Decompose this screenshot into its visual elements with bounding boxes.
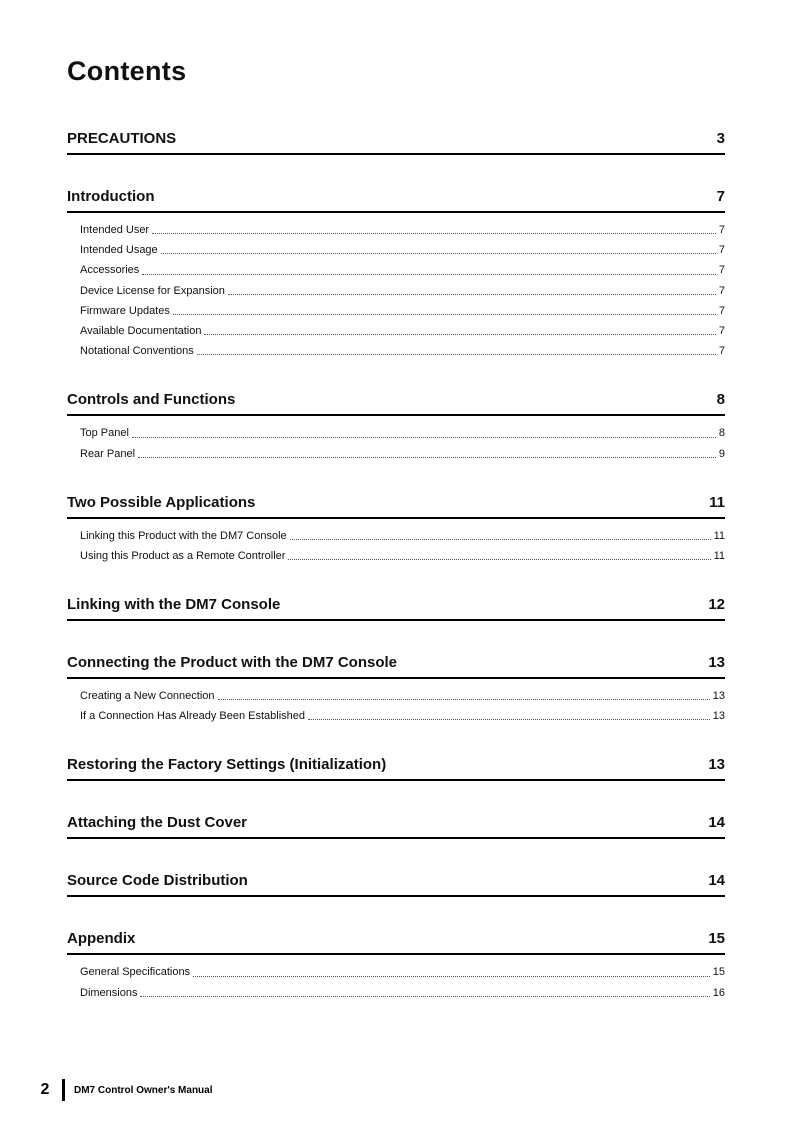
- toc-item-label: Using this Product as a Remote Controller: [80, 549, 286, 562]
- toc-item: [67, 285, 725, 298]
- toc-item-label: Accessories: [80, 264, 140, 277]
- toc-section-heading: [67, 756, 725, 781]
- toc-item-page: 7: [718, 324, 725, 337]
- page-title: Contents: [67, 56, 187, 86]
- dotted-leader: [288, 559, 710, 560]
- toc-item-label: Device License for Expansion: [80, 284, 225, 297]
- toc-section-page: 15: [708, 930, 725, 948]
- dotted-leader: [140, 996, 709, 997]
- toc-item-page: 7: [718, 264, 725, 277]
- toc-item-page: 11: [713, 549, 725, 562]
- toc-item-page: 13: [712, 690, 725, 703]
- toc-item-page: 7: [718, 304, 725, 317]
- toc-section-title: Appendix: [67, 930, 136, 948]
- toc-item: [67, 987, 725, 1000]
- toc-section-heading: [67, 188, 725, 213]
- toc-item-label: General Specifications: [80, 966, 191, 979]
- dotted-leader: [308, 719, 710, 720]
- toc-item: [67, 244, 725, 257]
- toc-item-page: 16: [712, 986, 725, 999]
- dotted-leader: [152, 233, 716, 234]
- toc-item-label: Creating a New Connection: [80, 690, 215, 703]
- toc-section-heading: [67, 654, 725, 679]
- dotted-leader: [204, 334, 715, 335]
- toc-section-heading: [67, 130, 725, 155]
- toc-item-label: Intended User: [80, 224, 150, 236]
- toc-section: [67, 596, 725, 621]
- toc-section-title: Controls and Functions: [67, 391, 236, 409]
- dotted-leader: [132, 437, 716, 438]
- toc-item: [67, 690, 725, 703]
- toc-section-heading: [67, 872, 725, 897]
- toc-item-label: Notational Conventions: [80, 345, 194, 358]
- toc-section-title: Attaching the Dust Cover: [67, 814, 248, 832]
- toc-section-title: PRECAUTIONS: [67, 130, 177, 147]
- toc-section-heading: [67, 596, 725, 621]
- toc-section: [67, 391, 725, 460]
- toc-section: [67, 130, 725, 155]
- dotted-leader: [218, 699, 710, 700]
- toc-section-title: Connecting the Product with the DM7 Console: [67, 654, 397, 672]
- toc-item-label: Rear Panel: [80, 447, 136, 460]
- toc-section: [67, 930, 725, 999]
- dotted-leader: [173, 314, 716, 315]
- toc-section-title: Restoring the Factory Settings (Initialization): [67, 756, 387, 774]
- toc-section-page: 14: [708, 872, 725, 890]
- toc-item: [67, 448, 725, 461]
- toc-item-page: 15: [712, 966, 725, 979]
- toc-item: [67, 530, 725, 543]
- toc-section-page: 3: [716, 130, 725, 147]
- toc-item-page: 11: [713, 529, 725, 542]
- toc-item: [67, 345, 725, 358]
- toc-section-title: Linking with the DM7 Console: [67, 596, 281, 614]
- toc-section-heading: [67, 930, 725, 955]
- toc-section-heading: [67, 814, 725, 839]
- dotted-leader: [193, 976, 710, 977]
- toc-item-page: 7: [718, 284, 725, 297]
- footer-manual-title: DM7 Control Owner's Manual: [74, 1084, 213, 1096]
- toc-item-page: 8: [718, 427, 725, 440]
- toc-section-page: 14: [708, 814, 725, 832]
- toc-section-heading: [67, 494, 725, 519]
- dotted-leader: [161, 253, 716, 254]
- toc-item-label: Available Documentation: [80, 324, 202, 337]
- table-of-contents: [67, 130, 725, 1000]
- toc-section: [67, 814, 725, 839]
- toc-item-page: 7: [718, 224, 725, 236]
- toc-item-page: 13: [712, 710, 725, 723]
- toc-section: [67, 494, 725, 563]
- toc-item-label: Firmware Updates: [80, 304, 170, 317]
- dotted-leader: [142, 274, 716, 275]
- toc-section-page: 13: [708, 654, 725, 672]
- toc-section-page: 13: [708, 756, 725, 774]
- toc-item: [67, 224, 725, 237]
- toc-item-page: 7: [718, 244, 725, 257]
- toc-section-heading: [67, 391, 725, 416]
- toc-section-title: Two Possible Applications: [67, 493, 256, 511]
- dotted-leader: [290, 539, 711, 540]
- toc-section: [67, 188, 725, 358]
- toc-section-title: Source Code Distribution: [67, 872, 248, 890]
- toc-section: [67, 654, 725, 723]
- toc-item-label: Top Panel: [80, 427, 129, 440]
- toc-item-page: 7: [718, 345, 725, 358]
- toc-item-label: Dimensions: [80, 986, 138, 999]
- footer-divider: [62, 1079, 65, 1101]
- dotted-leader: [138, 457, 716, 458]
- toc-item-page: 9: [718, 447, 725, 460]
- toc-item: [67, 427, 725, 440]
- dotted-leader: [228, 294, 716, 295]
- toc-item: [67, 264, 725, 277]
- toc-section-title: Introduction: [67, 188, 155, 205]
- toc-item: [67, 710, 725, 723]
- toc-item-label: Intended Usage: [80, 244, 158, 257]
- toc-item: [67, 325, 725, 338]
- dotted-leader: [197, 354, 716, 355]
- toc-item-label: If a Connection Has Already Been Established: [80, 710, 306, 723]
- toc-item-label: Linking this Product with the DM7 Console: [80, 529, 287, 542]
- toc-section-page: 11: [709, 493, 725, 511]
- toc-item: [67, 966, 725, 979]
- toc-section-page: 12: [708, 596, 725, 614]
- toc-section-page: 7: [716, 188, 725, 205]
- footer-page-number: 2: [40, 1081, 50, 1098]
- toc-section: [67, 872, 725, 897]
- toc-section: [67, 756, 725, 781]
- toc-item: [67, 305, 725, 318]
- page-footer: [38, 1078, 213, 1102]
- toc-item: [67, 550, 725, 563]
- toc-section-page: 8: [716, 391, 725, 409]
